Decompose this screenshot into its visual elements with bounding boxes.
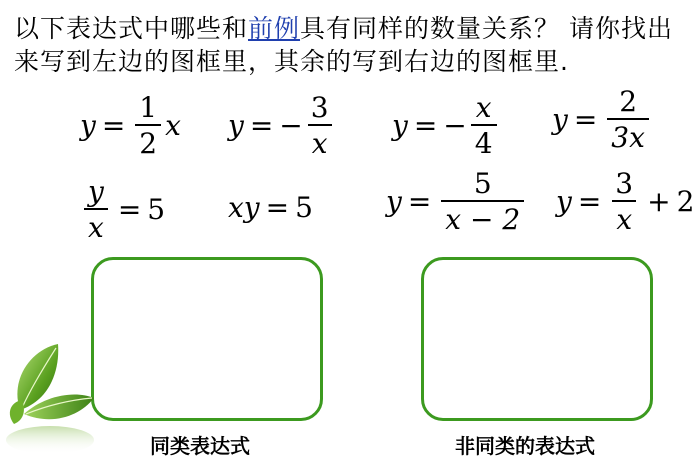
expression-5-fraction bbox=[84, 175, 108, 244]
expression-6-rhs: 5 bbox=[295, 191, 313, 224]
expression-3-fraction bbox=[471, 91, 497, 160]
expression-2-eq: = bbox=[249, 109, 274, 142]
expression-2-denominator: x bbox=[308, 124, 332, 158]
expression-6-lhs: xy bbox=[228, 191, 260, 224]
expression-7-fraction bbox=[441, 167, 524, 236]
instruction-text bbox=[14, 12, 694, 78]
expression-8-denominator: x bbox=[612, 200, 636, 234]
expression-5-numerator: y bbox=[88, 175, 104, 208]
expression-7-denominator: x − 2 bbox=[441, 200, 524, 234]
same-type-caption: 同类表达式 bbox=[150, 434, 250, 458]
expression-3-lhs: y bbox=[392, 109, 408, 142]
expression-4-fraction bbox=[607, 85, 649, 154]
expression-7-numerator: 5 bbox=[473, 167, 492, 200]
expression-8[interactable] bbox=[556, 167, 695, 236]
expression-6[interactable] bbox=[228, 191, 313, 224]
instruction-part-2: 具有同样的数量关系？ 请你找出来写到左边的图框里，其余的写到右边的图框里. bbox=[14, 14, 673, 76]
expression-8-plus: + bbox=[647, 185, 671, 218]
expression-7-lhs: y bbox=[386, 185, 402, 218]
expression-3-numerator: x bbox=[475, 91, 492, 124]
expression-5-eq: = bbox=[117, 193, 142, 226]
expression-1-numerator: 1 bbox=[139, 91, 158, 124]
expression-5-rhs: 5 bbox=[147, 193, 166, 226]
expression-4-numerator: 2 bbox=[619, 85, 638, 118]
expression-3-eq: = bbox=[413, 109, 438, 142]
expression-2-minus: − bbox=[279, 109, 303, 142]
expression-5-denominator: x bbox=[84, 208, 108, 242]
expression-1-lhs: y bbox=[80, 109, 96, 142]
previous-example-link[interactable]: 前例 bbox=[248, 14, 301, 43]
expression-7-eq: = bbox=[407, 185, 432, 218]
expression-2-fraction bbox=[307, 91, 333, 160]
expression-4-lhs: y bbox=[552, 103, 568, 136]
expression-4-eq: = bbox=[573, 103, 598, 136]
expression-1-variable: x bbox=[165, 109, 181, 142]
expression-8-rhs: 2 bbox=[676, 185, 695, 218]
expression-3-denominator: 4 bbox=[471, 124, 497, 158]
expression-2[interactable] bbox=[228, 91, 337, 160]
expression-8-numerator: 3 bbox=[615, 167, 634, 200]
expression-2-lhs: y bbox=[228, 109, 244, 142]
expression-4[interactable] bbox=[552, 85, 653, 154]
expression-8-eq: = bbox=[577, 185, 602, 218]
expression-8-fraction bbox=[611, 167, 637, 236]
expression-3-minus: − bbox=[443, 109, 467, 142]
leaf-icon bbox=[0, 340, 96, 462]
expression-6-eq: = bbox=[265, 191, 290, 224]
instruction-part-1: 以下表达式中哪些和 bbox=[14, 14, 249, 43]
expression-1-eq: = bbox=[101, 109, 126, 142]
same-type-drop-box[interactable] bbox=[91, 257, 323, 421]
different-type-caption: 非同类的表达式 bbox=[455, 434, 595, 458]
expression-1[interactable] bbox=[80, 91, 181, 160]
expression-1-denominator: 2 bbox=[135, 124, 161, 158]
expression-4-denominator: 3x bbox=[607, 118, 649, 152]
different-type-drop-box[interactable] bbox=[421, 257, 653, 421]
expression-7[interactable] bbox=[386, 167, 528, 236]
expression-1-fraction bbox=[135, 91, 161, 160]
expression-3[interactable] bbox=[392, 91, 501, 160]
expression-8-lhs: y bbox=[556, 185, 572, 218]
expression-5[interactable] bbox=[80, 175, 166, 244]
expression-2-numerator: 3 bbox=[310, 91, 329, 124]
